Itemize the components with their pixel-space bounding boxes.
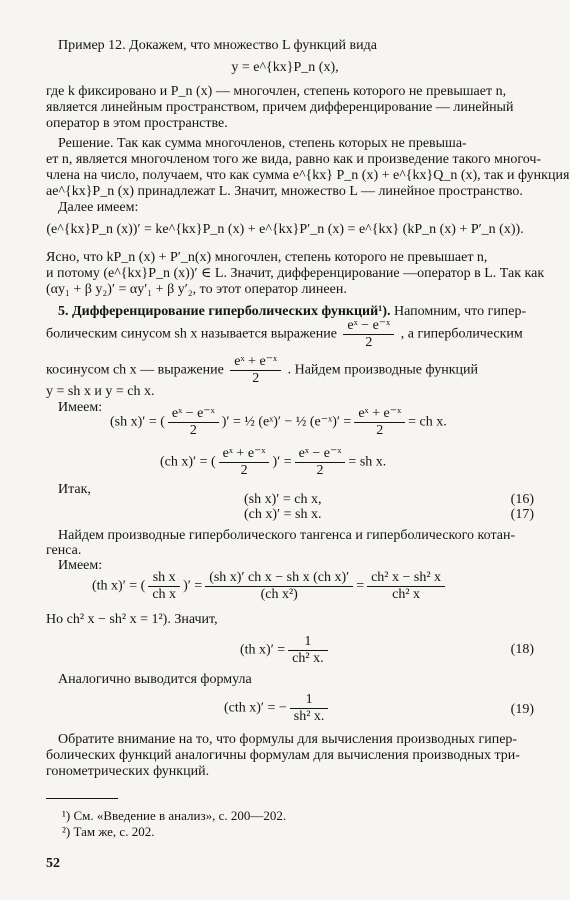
text-line: ae^{kx}P_n (x) принадлежат L. Значит, множество L — линейное пространство. bbox=[46, 184, 523, 199]
text-line: Далее имеем: bbox=[58, 200, 139, 215]
fraction-numerator: eˣ − e⁻ˣ bbox=[168, 406, 219, 423]
equation-number-19: (19) bbox=[510, 702, 534, 717]
text-span: (cth x)′ = − bbox=[224, 700, 287, 716]
fraction-denominator: 2 bbox=[240, 463, 248, 478]
fraction-denominator: sh² x. bbox=[293, 709, 325, 724]
fraction bbox=[290, 692, 329, 725]
fraction bbox=[288, 634, 327, 667]
fraction-denominator: 2 bbox=[252, 371, 260, 386]
text-line: оператор в этом пространстве. bbox=[46, 116, 228, 131]
fraction-numerator: eˣ − e⁻ˣ bbox=[295, 446, 346, 463]
fraction-denominator: ch x bbox=[152, 587, 177, 602]
text-span: Напомним, что гипер- bbox=[394, 304, 527, 319]
fraction bbox=[295, 446, 346, 479]
fraction bbox=[205, 570, 353, 603]
fraction-numerator: eˣ + e⁻ˣ bbox=[230, 354, 281, 371]
text-span: косинусом ch x — выражение bbox=[46, 362, 224, 378]
section-heading: 5. Дифференцирование гиперболических функций¹). bbox=[58, 304, 391, 319]
fraction bbox=[354, 406, 405, 439]
formula-16: (sh x)′ = ch x, bbox=[244, 492, 322, 507]
fraction-numerator: sh x bbox=[148, 570, 180, 587]
fraction-denominator: ch² x. bbox=[292, 651, 324, 666]
example-heading: Пример 12. Докажем, что множество L функций вида bbox=[58, 38, 377, 53]
fraction-numerator: 1 bbox=[288, 634, 327, 651]
text-line bbox=[46, 318, 523, 351]
fraction-denominator: 2 bbox=[316, 463, 324, 478]
text-line: Имеем: bbox=[58, 558, 103, 573]
footnote-1: ¹) См. «Введение в анализ», с. 200—202. bbox=[62, 808, 287, 823]
text-span: . Найдем производные функций bbox=[287, 362, 478, 378]
text-line: Обратите внимание на то, что формулы для вычисления производных гипер- bbox=[58, 732, 518, 747]
fraction-numerator: eˣ − e⁻ˣ bbox=[343, 318, 394, 335]
fraction-numerator: eˣ + e⁻ˣ bbox=[219, 446, 270, 463]
text-line: члена на число, получаем, что как сумма e^{kx} P_n (x) + e^{kx}Q_n (x), так и функция bbox=[46, 168, 570, 183]
derivative-formula: (e^{kx}P_n (x))′ = ke^{kx}P_n (x) + e^{kx}P′_n (x) = e^{kx} (kP_n (x) + P′_n (x)). bbox=[46, 222, 524, 237]
formula-19 bbox=[224, 692, 331, 725]
text-line: Имеем: bbox=[58, 400, 103, 415]
fraction bbox=[343, 318, 394, 351]
fraction bbox=[168, 406, 219, 439]
text-span: = bbox=[356, 578, 365, 594]
fraction-denominator: 2 bbox=[365, 335, 373, 350]
ch-derivative-equation bbox=[160, 446, 386, 479]
text-line: болических функций аналогичны формулам для вычисления производных три- bbox=[46, 748, 520, 763]
text-line: Итак, bbox=[58, 482, 91, 497]
text-line: где k фиксировано и P_n (x) — многочлен, степень которого не превышает n, bbox=[46, 84, 507, 99]
fraction-denominator: (ch x²) bbox=[260, 587, 298, 602]
text-line: гонометрических функций. bbox=[46, 764, 210, 779]
text-line bbox=[46, 354, 478, 387]
text-line: генса. bbox=[46, 543, 82, 558]
text-line: Найдем производные гиперболического тангенса и гиперболического котан- bbox=[58, 528, 516, 543]
text-span: = ch x. bbox=[408, 414, 447, 430]
text-line: и потому (e^{kx}P_n (x))′ ∈ L. Значит, дифференцирование —оператор в L. Так как bbox=[46, 266, 545, 281]
solution-line: Решение. Так как сумма многочленов, степень которых не превыша- bbox=[58, 136, 467, 151]
equation-number-17: (17) bbox=[510, 507, 534, 522]
text-line: y = sh x и y = ch x. bbox=[46, 384, 155, 399]
text-span: )′ = bbox=[272, 454, 292, 470]
fraction-denominator: 2 bbox=[376, 423, 384, 438]
formula-17: (ch x)′ = sh x. bbox=[244, 507, 322, 522]
text-line: является линейным пространством, причем дифференцирование — линейный bbox=[46, 100, 514, 115]
text-line: Аналогично выводится формула bbox=[58, 672, 252, 687]
fraction bbox=[230, 354, 281, 387]
footnote-divider bbox=[46, 798, 118, 799]
formula-line: y = e^{kx}P_n (x), bbox=[231, 60, 339, 75]
text-span: , а гиперболическим bbox=[400, 326, 523, 342]
text-span: )′ = ½ (eˣ)′ − ½ (e⁻ˣ)′ = bbox=[221, 414, 352, 430]
fraction-numerator: (sh x)′ ch x − sh x (ch x)′ bbox=[205, 570, 353, 587]
sh-derivative-equation bbox=[110, 406, 447, 439]
footnote-2: ²) Там же, с. 202. bbox=[62, 824, 155, 839]
equation-number-16: (16) bbox=[510, 492, 534, 507]
fraction-numerator: ch² x − sh² x bbox=[367, 570, 445, 587]
text-span: (th x)′ = bbox=[240, 642, 286, 658]
fraction-numerator: 1 bbox=[290, 692, 329, 709]
text-span: = sh x. bbox=[348, 454, 387, 470]
text-line: ет n, является многочленом того же вида, равно как и произведение такого многоч- bbox=[46, 152, 542, 167]
page-number: 52 bbox=[46, 856, 60, 871]
fraction-denominator: ch² x bbox=[392, 587, 421, 602]
fraction bbox=[148, 570, 180, 603]
text-span: )′ = bbox=[183, 578, 203, 594]
text-span: (sh x)′ = ( bbox=[110, 414, 165, 430]
text-line: (αy₁ + β y₂)′ = αy′₁ + β y′₂, то этот оператор линеен. bbox=[46, 282, 347, 297]
formula-18 bbox=[240, 634, 331, 667]
text-span: (ch x)′ = ( bbox=[160, 454, 216, 470]
text-line: Но ch² x − sh² x = 1²). Значит, bbox=[46, 612, 218, 627]
equation-number-18: (18) bbox=[510, 642, 534, 657]
text-line: Ясно, что kP_n (x) + P′_n(x) многочлен, степень которого не превышает n, bbox=[46, 250, 488, 265]
fraction bbox=[367, 570, 445, 603]
fraction-numerator: eˣ + e⁻ˣ bbox=[354, 406, 405, 423]
text-span: (th x)′ = ( bbox=[92, 578, 146, 594]
fraction-denominator: 2 bbox=[189, 423, 197, 438]
th-derivative-equation bbox=[92, 570, 448, 603]
text-span: болическим синусом sh x называется выражение bbox=[46, 326, 337, 342]
fraction bbox=[219, 446, 270, 479]
